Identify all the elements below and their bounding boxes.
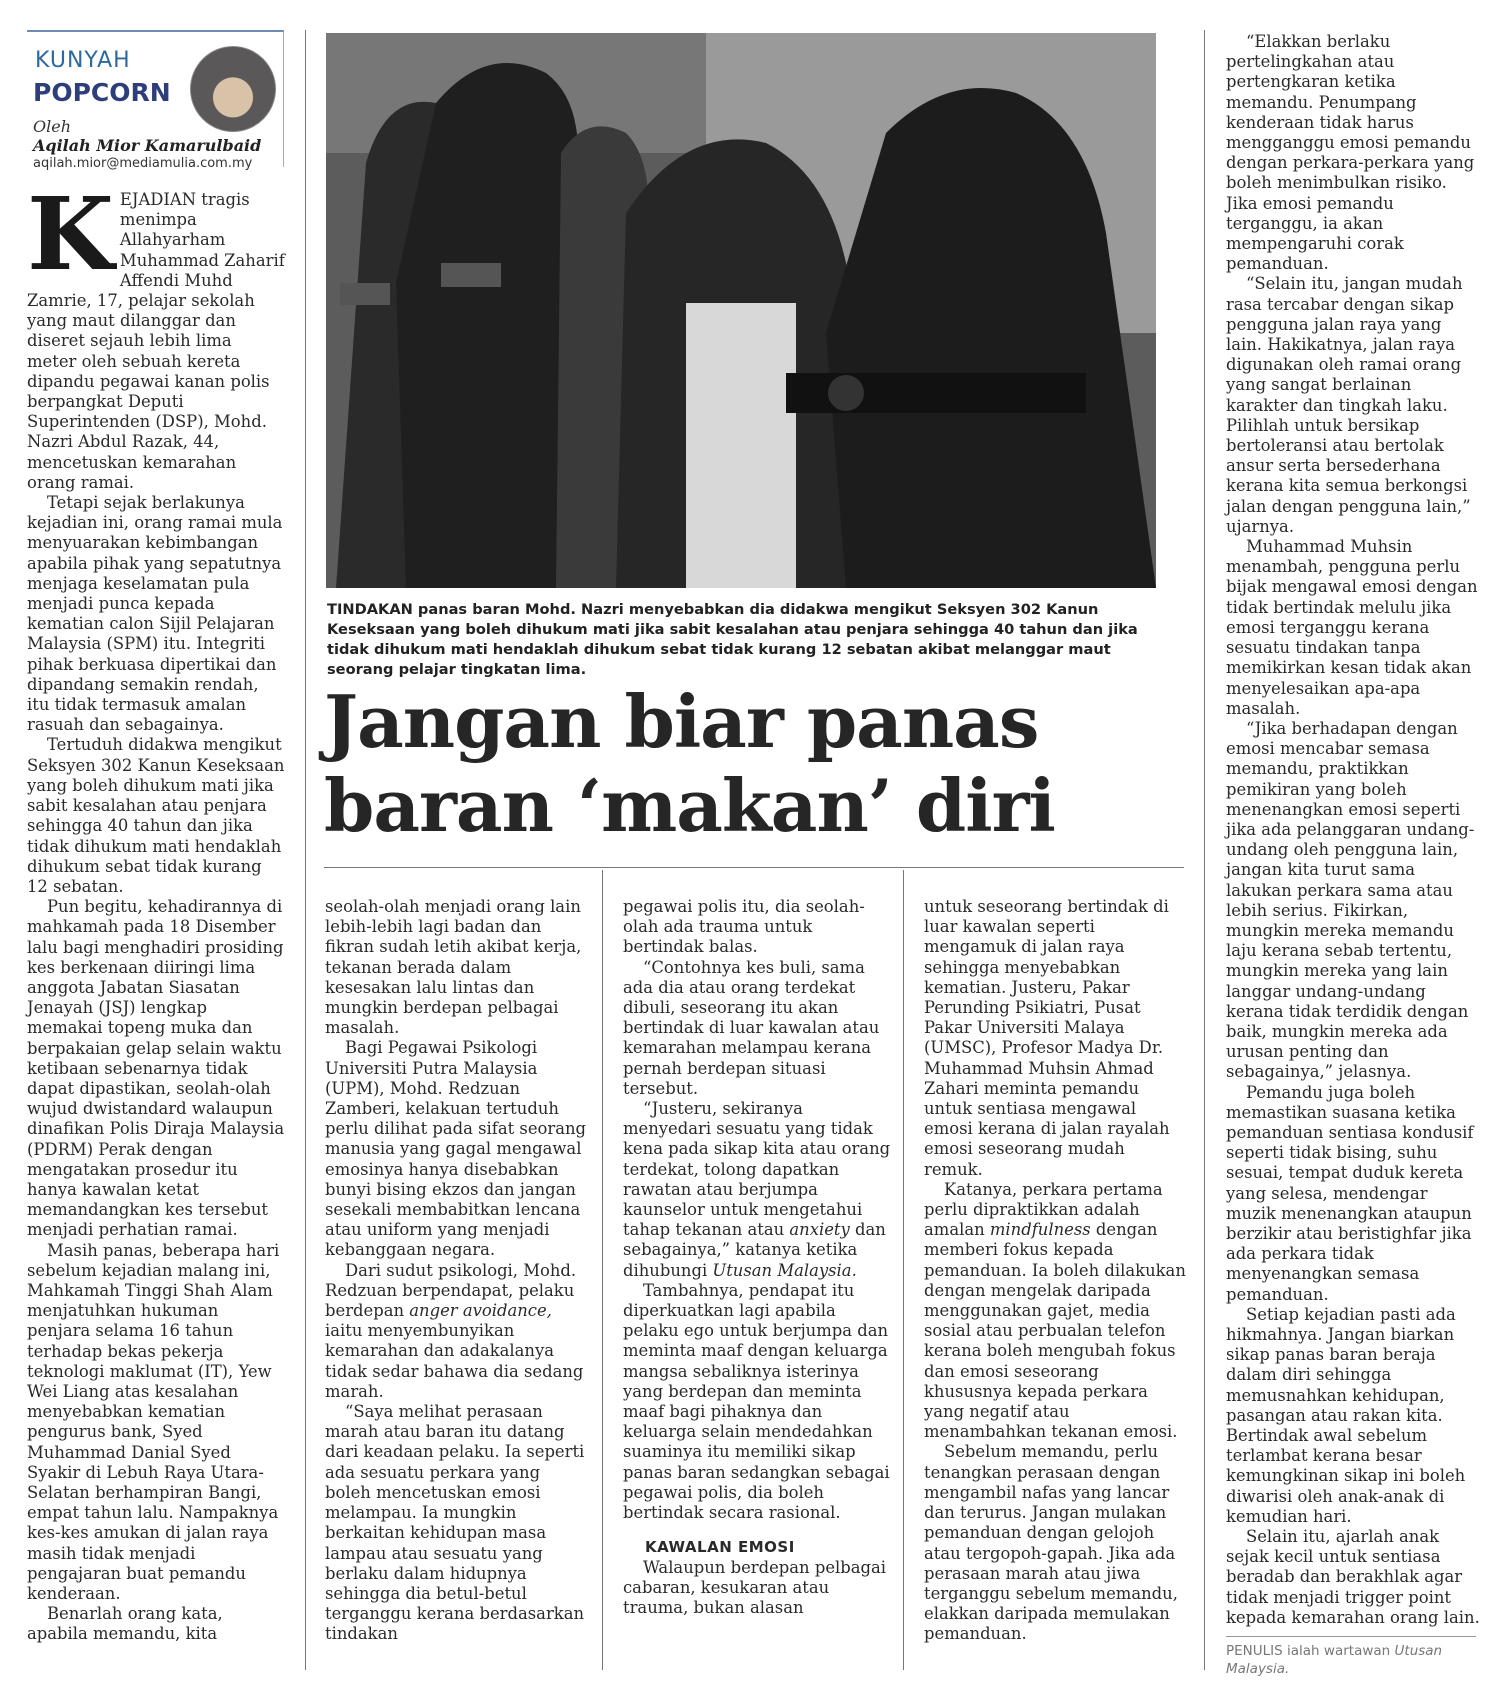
col5-paragraph-2: “Selain itu, jangan mudah rasa tercabar dengan sikap pengguna jalan raya yang lain. Hakikatnya, jalan raya digunakan oleh ramai orang yang sangat berlainan karakter dan tingkah laku. Pilihlah untuk bersikap bertoleransi atau bertolak ansur serta bersederhana kerana kita semua berkongsi jalan dengan pengguna lain,” ujarnya. xyxy=(1226,274,1471,536)
column-label-kunyah: KUNYAH xyxy=(35,48,131,73)
article-column-4 xyxy=(924,897,1187,1645)
col3-paragraph-4: Tambahnya, pendapat itu diperkuatkan lagi apabila pelaku ego untuk berjumpa dan meminta maaf dengan keluarga mangsa sebaliknya isterinya yang berdepan dan meminta maaf bagi pihaknya dan keluarga selain mendedahkan suaminya itu memiliki sikap panas baran sedangkan sebagai pegawai polis, dia boleh bertindak secara rasional. xyxy=(623,1280,890,1523)
article-column-1 xyxy=(27,175,285,1645)
col5-paragraph-6: Setiap kejadian pasti ada hikmahnya. Jangan biarkan sikap panas baran beraja dalam diri sehingga memusnahkan kehidupan, pasangan atau rakan kita. Bertindak awal sebelum terlambat kerana besar kemungkinan sikap ini boleh diwarisi oleh anak-anak di kemudian hari. xyxy=(1226,1304,1466,1526)
article-headline xyxy=(324,680,1124,848)
photo-illustration xyxy=(326,33,1156,588)
publication-name: Utusan Malaysia. xyxy=(712,1260,857,1280)
col3-paragraph-5: Walaupun berdepan pelbagai cabaran, kesukaran atau trauma, bukan alasan xyxy=(623,1557,887,1617)
author-email[interactable]: aqilah.mior@mediamulia.com.my xyxy=(33,156,253,171)
column-divider-2 xyxy=(602,870,603,1670)
author-note: PENULIS ialah wartawan Utusan Malaysia. xyxy=(1226,1643,1443,1677)
drop-cap: K xyxy=(27,175,114,293)
term-anxiety: anxiety xyxy=(789,1220,850,1240)
article-column-5 xyxy=(1226,32,1482,1628)
column-divider-1 xyxy=(305,30,306,1670)
col3-paragraph-3: “Justeru, sekiranya menyedari sesuatu yang tidak kena pada sikap kita atau orang terdekat, tolong dapatkan rawatan atau berjumpa kaunselor untuk mengetahui tahap tekanan atau anxiety dan sebagainya,” katanya ketika dihubungi Utusan Malaysia. xyxy=(623,1099,891,1280)
col1-paragraph-6: Benarlah orang kata, apabila memandu, kita xyxy=(27,1604,223,1644)
col4-paragraph-2: Katanya, perkara pertama perlu dipraktikkan adalah amalan mindfulness dengan memberi fokus kepada pemanduan. Ia boleh dilakukan dengan mengelak daripada menggunakan gajet, media sosial atau perbualan telefon kerana boleh mengubah fokus dan emosi seseorang khususnya kepada perkara yang negatif atau menambahkan tekanan emosi. xyxy=(924,1179,1186,1442)
col5-paragraph-4: “Jika berhadapan dengan emosi mencabar semasa memandu, praktikkan pemikiran yang boleh menenangkan emosi seperti jika ada pelanggaran undang-undang oleh pengguna lain, jangan kita turut sama lakukan perkara sama atau lebih serius. Fikirkan, mungkin mereka memandu laju kerana sebab tertentu, mungkin mereka yang lain langgar undang-undang kerana tidak terdidik dengan baik, mungkin mereka ada urusan penting dan sebagainya,” jelasnya. xyxy=(1226,718,1475,1082)
col1-paragraph-2: Tetapi sejak berlakunya kejadian ini, orang ramai mula menyuarakan kebimbangan apabila pihak yang sepatutnya menjaga keselamatan pula menjadi punca kepada kematian calon Sijil Pelajaran Malaysia (SPM) itu. Integriti pihak berkuasa dipertikai dan dipandang semakin rendah, itu tidak termasuk amalan rasuah dan sebagainya. xyxy=(27,493,283,735)
news-photo xyxy=(326,33,1156,588)
author-name: Aqilah Mior Kamarulbaid xyxy=(33,136,262,155)
col2-paragraph-4: “Saya melihat perasaan marah atau baran itu datang dari keadaan pelaku. Ia seperti ada sesuatu perkara yang boleh mencetuskan emosi melampau. Ia mungkin berkaitan kehidupan masa lampau atau sesuatu yang berlaku dalam hidupnya sehingga dia betul-betul terganggu kerana berdasarkan tindakan xyxy=(325,1402,585,1644)
col2-paragraph-2: Bagi Pegawai Psikologi Universiti Putra Malaysia (UPM), Mohd. Redzuan Zamberi, kelakuan tertuduh perlu dilihat pada sifat seorang manusia yang gagal mengawal emosinya hanya disebabkan bunyi bising ekzos dan jangan sesekali membabitkan lencana atau uniform yang menjadi kebanggaan negara. xyxy=(325,1038,587,1260)
col2-paragraph-3: Dari sudut psikologi, Mohd. Redzuan berpendapat, pelaku berdepan anger avoidance, iaitu menyembunyikan kemarahan dan adakalanya tidak sedar bahawa dia sedang marah. xyxy=(325,1260,584,1401)
term-mindfulness: mindfulness xyxy=(989,1220,1091,1240)
author-note-publication: Utusan Malaysia. xyxy=(1226,1643,1443,1677)
col5-paragraph-7: Selain itu, ajarlah anak sejak kecil untuk sentiasa beradab dan berakhlak agar tidak menjadi trigger point kepada kemarahan orang lain. xyxy=(1226,1527,1480,1627)
term-anger-avoidance: anger avoidance, xyxy=(409,1301,552,1321)
article-column-3 xyxy=(623,897,891,1618)
headline-line-1: Jangan biar panas xyxy=(324,679,1039,764)
col1-paragraph-1: EJADIAN tragis menimpa Allahyarham Muhammad Zaharif Affendi Muhd Zamrie, 17, pelajar sekolah yang maut dilanggar dan diseret sejauh lebih lima meter oleh sebuah kereta dipandu pegawai kanan polis berpangkat Deputi Superintenden (DSP), Mohd. Nazri Abdul Razak, 44, mencetuskan kemarahan orang ramai. xyxy=(27,190,285,492)
col5-paragraph-1: “Elakkan berlaku pertelingkahan atau pertengkaran ketika memandu. Penumpang kenderaan tidak harus mengganggu emosi pemandu dengan perkara-perkara yang boleh menimbulkan risiko. Jika emosi pemandu terganggu, ia akan mempengaruhi corak pemanduan. xyxy=(1226,32,1475,274)
headline-rule xyxy=(324,867,1184,868)
col4-paragraph-1: untuk seseorang bertindak di luar kawalan seperti mengamuk di jalan raya sehingga menyebabkan kematian. Justeru, Pakar Perunding Psikiatri, Pusat Pakar Universiti Malaya (UMSC), Profesor Madya Dr. Muhammad Muhsin Ahmad Zahari meminta pemandu untuk sentiasa mengawal emosi kerana di jalan rayalah emosi seseorang mudah remuk. xyxy=(924,897,1170,1179)
column-label-popcorn: POPCORN xyxy=(33,78,171,107)
headline-line-2: baran ‘makan’ diri xyxy=(324,763,1055,848)
col3-paragraph-2: “Contohnya kes buli, sama ada dia atau orang terdekat dibuli, seseorang itu akan bertindak di luar kawalan atau kemarahan melampau kerana pernah berdepan situasi tersebut. xyxy=(623,957,880,1098)
col5-paragraph-5: Pemandu juga boleh memastikan suasana ketika pemanduan sentiasa kondusif seperti tidak bising, suhu sesuai, tempat duduk kereta yang selesa, mendengar muzik menenangkan ataupun berzikir atau beristighfar jika ada perkara tidak menyenangkan semasa pemanduan. xyxy=(1226,1082,1474,1304)
author-photo xyxy=(190,46,276,132)
subheading-kawalan-emosi: KAWALAN EMOSI xyxy=(645,1538,795,1557)
article-column-2 xyxy=(325,897,590,1645)
author-note-rule xyxy=(1226,1636,1476,1637)
column-divider-3 xyxy=(903,870,904,1670)
col1-paragraph-4: Pun begitu, kehadirannya di mahkamah pada 18 Disember lalu bagi menghadiri prosiding kes berkenaan diiringi lima anggota Jabatan Siasatan Jenayah (JSJ) lengkap memakai topeng muka dan berpakaian gelap selain waktu ketibaan sebenarnya tidak dapat dipastikan, seolah-olah wujud dwistandard walaupun dinafikan Polis Diraja Malaysia (PDRM) Perak dengan mengatakan prosedur itu hanya kawalan ketat memandangkan kes tersebut menjadi perhatian ramai. xyxy=(27,897,285,1240)
col4-paragraph-3: Sebelum memandu, perlu tenangkan perasaan dengan mengambil nafas yang lancar dan terurus. Jangan mulakan pemanduan dengan gelojoh atau tergopoh-gapah. Jika ada perasaan marah atau jiwa terganggu sebelum memandu, elakkan daripada memulakan pemanduan. xyxy=(924,1442,1178,1644)
photo-caption: TINDAKAN panas baran Mohd. Nazri menyebabkan dia didakwa mengikut Seksyen 302 Kanun Keseksaan yang boleh dihukum mati jika sabit kesalahan atau penjara sehingga 40 tahun dan jika tidak dihukum mati hendaklah dihukum sebat tidak kurang 12 sebatan akibat melanggar maut seorang pelajar tingkatan lima. xyxy=(327,601,1138,678)
col1-paragraph-5: Masih panas, beberapa hari sebelum kejadian malang ini, Mahkamah Tinggi Shah Alam menjatuhkan hukuman penjara selama 16 tahun terhadap bekas pekerja teknologi maklumat (IT), Yew Wei Liang atas kesalahan menyebabkan kematian pengurus bank, Syed Muhammad Danial Syed Syakir di Lebuh Raya Utara-Selatan berhampiran Bangi, empat tahun lalu. Nampaknya kes-kes amukan di jalan raya masih tidak menjadi pengajaran buat pemandu kenderaan. xyxy=(27,1240,280,1604)
col5-paragraph-3: Muhammad Muhsin menambah, pengguna perlu bijak mengawal emosi dengan tidak bertindak melulu jika emosi terganggu kerana sesuatu tindakan tanpa memikirkan kesan tidak akan menyelesaikan apa-apa masalah. xyxy=(1226,537,1478,718)
byline-prefix: Oleh xyxy=(33,117,72,136)
col1-paragraph-3: Tertuduh didakwa mengikut Seksyen 302 Kanun Keseksaan yang boleh dihukum mati jika sabit kesalahan atau penjara sehingga 40 tahun dan jika tidak dihukum mati hendaklah dihukum sebat tidak kurang 12 sebatan. xyxy=(27,735,285,896)
col2-paragraph-1: seolah-olah menjadi orang lain lebih-lebih lagi badan dan fikran sudah letih akibat kerja, tekanan berada dalam kesesakan lalu lintas dan mungkin berdepan pelbagai masalah. xyxy=(325,897,582,1038)
column-header-box xyxy=(27,30,284,171)
col3-paragraph-1: pegawai polis itu, dia seolah-olah ada trauma untuk bertindak balas. xyxy=(623,897,865,957)
column-divider-right xyxy=(1204,30,1205,1670)
